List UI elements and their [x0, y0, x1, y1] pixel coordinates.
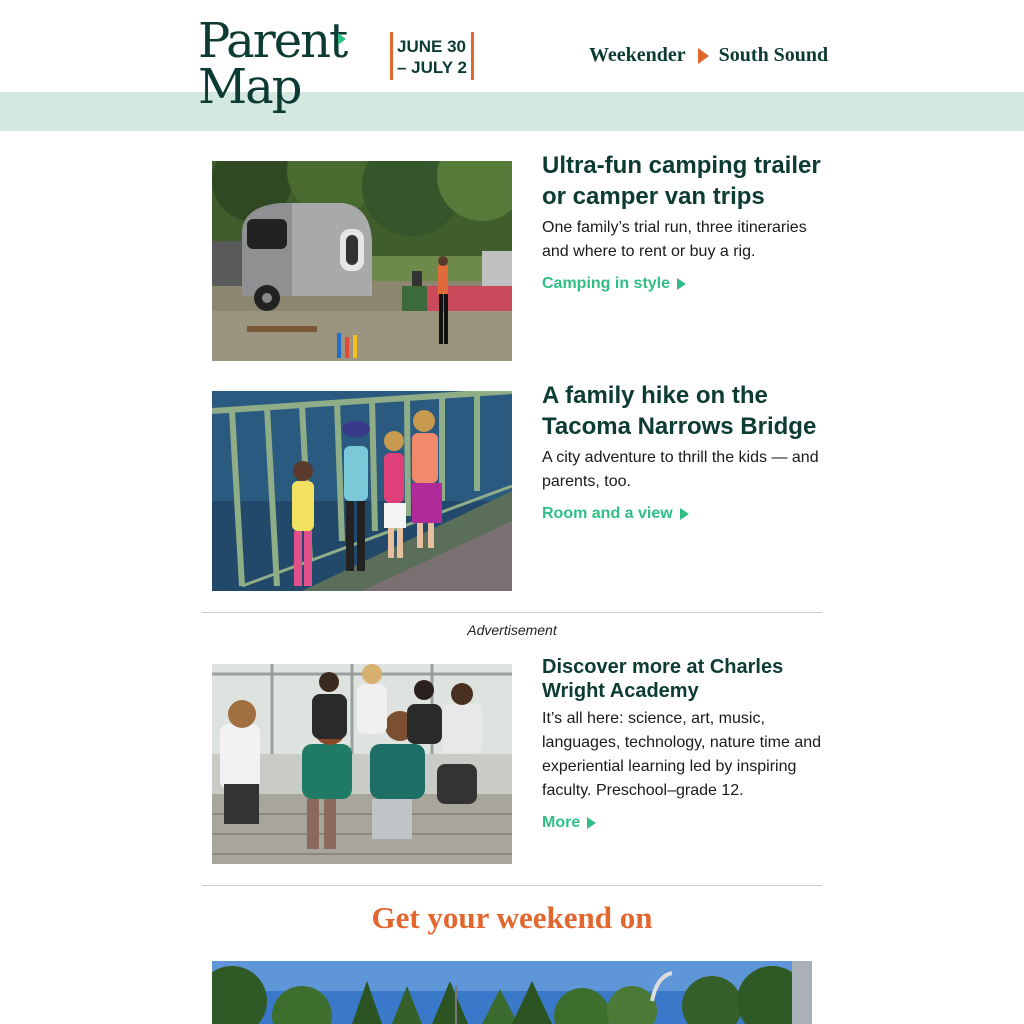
parentmap-logo[interactable]	[198, 13, 347, 115]
link-label: Camping in style	[542, 275, 671, 292]
divider	[202, 885, 822, 886]
header	[0, 0, 1024, 131]
article-card-bridge	[542, 380, 832, 523]
play-arrow-icon	[677, 278, 686, 290]
section-title: Get your weekend on	[371, 900, 653, 935]
ad-card-charles-wright	[542, 655, 832, 832]
issue-date	[390, 32, 474, 80]
article-desc: One family’s trial run, three itineraries and where to rent or buy a rig.	[542, 219, 807, 260]
newsletter-nav	[589, 44, 828, 67]
play-arrow-icon	[587, 817, 596, 829]
room-and-a-view-link[interactable]	[542, 505, 689, 523]
divider	[202, 612, 822, 613]
logo-line-2: Map	[198, 59, 301, 115]
students-photo[interactable]	[212, 664, 512, 864]
nav-south-sound[interactable]: South Sound	[718, 44, 829, 66]
article-title[interactable]: Ultra-fun camping trailer or camper van trips	[542, 152, 821, 210]
logo-arrow-icon	[338, 33, 346, 45]
play-arrow-icon	[680, 508, 689, 520]
date-line-1: JUNE 30	[397, 37, 466, 56]
ad-desc: It’s all here: science, art, music, languages, technology, nature time and experiential learning led by inspiring faculty. Preschool–grade 12.	[542, 710, 822, 799]
article-desc: A city adventure to thrill the kids — and parents, too.	[542, 449, 819, 490]
nav-weekender[interactable]: Weekender	[589, 44, 686, 66]
advertisement-label: Advertisement	[467, 622, 557, 638]
camping-in-style-link[interactable]	[542, 275, 686, 293]
link-label: More	[542, 814, 581, 831]
link-label: Room and a view	[542, 505, 673, 522]
logo-line-1: Parent	[198, 13, 347, 69]
article-title[interactable]: A family hike on the Tacoma Narrows Bridge	[542, 382, 817, 440]
camping-trailer-photo[interactable]	[212, 161, 512, 361]
article-card-camping	[542, 150, 832, 293]
more-link[interactable]	[542, 814, 596, 832]
date-line-2: – JULY 2	[397, 58, 467, 77]
weekend-photo[interactable]	[212, 961, 812, 1024]
nav-arrow-icon	[698, 48, 709, 64]
ad-title[interactable]: Discover more at Charles Wright Academy	[542, 656, 784, 702]
narrows-bridge-photo[interactable]	[212, 391, 512, 591]
